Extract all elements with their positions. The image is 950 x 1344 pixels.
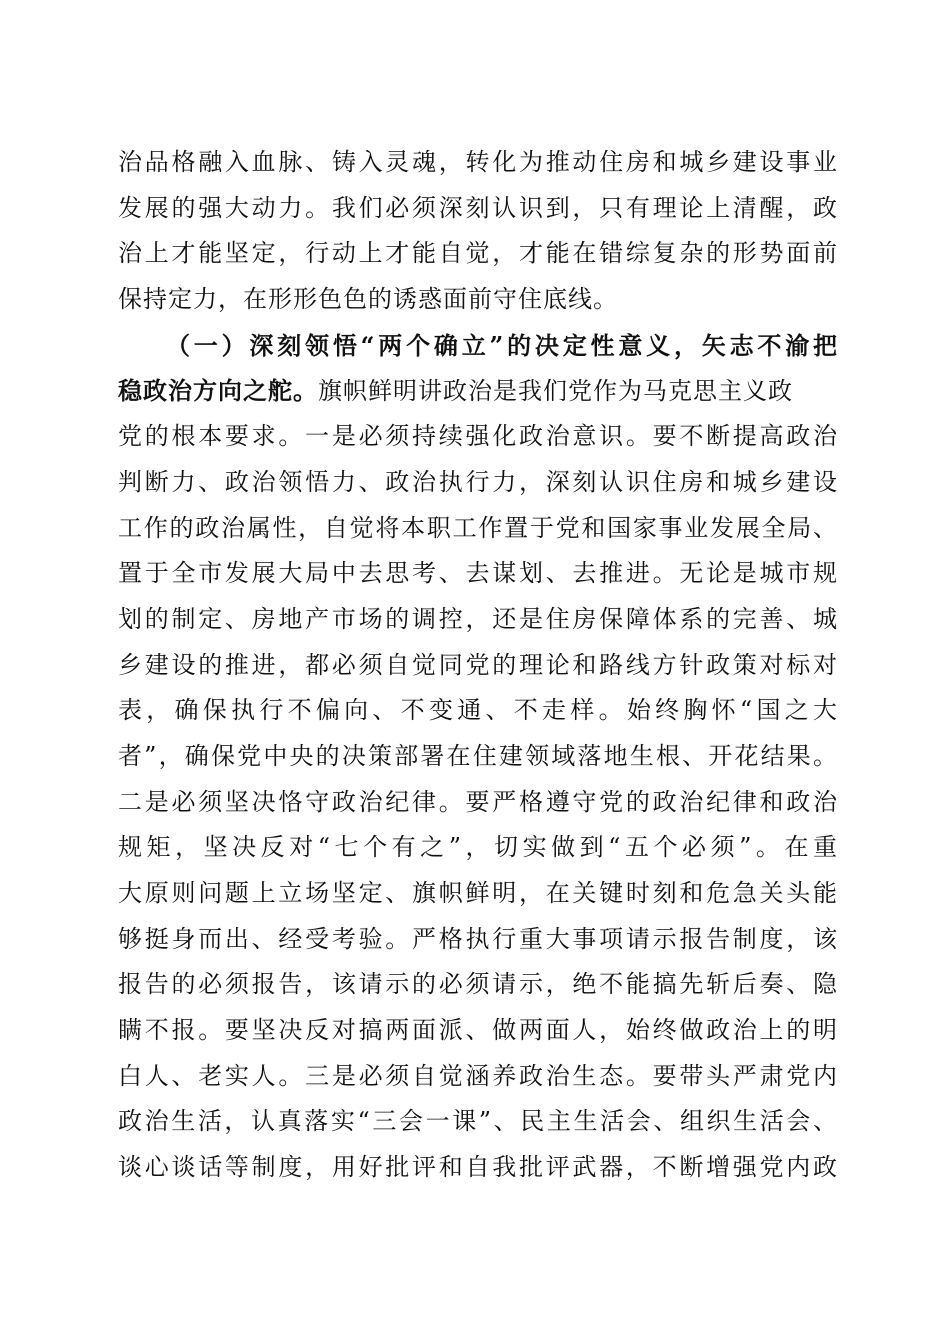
text-line: 保持定力，在形形色色的诱惑面前守住底线。 xyxy=(118,285,618,314)
text-line: 乡建设的推进，都必须自觉同党的理论和路线方针政策对标对 xyxy=(118,650,838,679)
text-line: 党的根本要求。一是必须持续强化政治意识。要不断提高政治 xyxy=(118,422,838,451)
text-line: 报告的必须报告，该请示的必须请示，绝不能搞先斩后奏、隐 xyxy=(118,970,838,999)
text-line: 者”，确保党中央的决策部署在住建领域落地生根、开花结果。 xyxy=(118,741,838,770)
text-line: 政治生活，认真落实“三会一课”、民主生活会、组织生活会、 xyxy=(118,1107,838,1136)
text-line: 二是必须坚决恪守政治纪律。要严格遵守党的政治纪律和政治 xyxy=(118,787,838,816)
text-line: 判断力、政治领悟力、政治执行力，深刻认识住房和城乡建设 xyxy=(118,467,838,496)
text-line: 规矩，坚决反对“七个有之”，切实做到“五个必须”。在重 xyxy=(118,833,838,862)
text-line: 划的制定、房地产市场的调控，还是住房保障体系的完善、城 xyxy=(118,604,838,633)
section-heading-line: （一）深刻领悟“两个确立”的决定性意义，矢志不渝把 xyxy=(166,330,838,360)
text-line: 治上才能坚定，行动上才能自觉，才能在错综复杂的形势面前 xyxy=(118,239,838,268)
text-line: 白人、老实人。三是必须自觉涵养政治生态。要带头严肃党内 xyxy=(118,1061,838,1090)
text-line: 工作的政治属性，自觉将本职工作置于党和国家事业发展全局、 xyxy=(118,513,838,542)
text-line-mixed xyxy=(118,368,838,414)
text-line: 够挺身而出、经受考验。严格执行重大事项请示报告制度，该 xyxy=(118,924,838,953)
text-line: 置于全市发展大局中去思考、去谋划、去推进。无论是城市规 xyxy=(118,559,838,588)
text-line: 发展的强大动力。我们必须深刻认识到，只有理论上清醒，政 xyxy=(118,193,838,222)
text-line: 治品格融入血脉、铸入灵魂，转化为推动住房和城乡建设事业 xyxy=(118,148,838,176)
text-line: 大原则问题上立场坚定、旗帜鲜明，在关键时刻和危急关头能 xyxy=(118,879,838,907)
section-heading-end: 稳政治方向之舵。 xyxy=(118,376,318,406)
paragraph-start: 旗帜鲜明讲政治是我们党作为马克思主义政 xyxy=(318,377,793,406)
text-line: 表，确保执行不偏向、不变通、不走样。始终胸怀“国之大 xyxy=(118,696,838,725)
text-line: 谈心谈话等制度，用好批评和自我批评武器，不断增强党内政 xyxy=(118,1153,838,1182)
body-text xyxy=(118,140,838,1191)
text-line: 瞒不报。要坚决反对搞两面派、做两面人，始终做政治上的明 xyxy=(118,1016,838,1045)
